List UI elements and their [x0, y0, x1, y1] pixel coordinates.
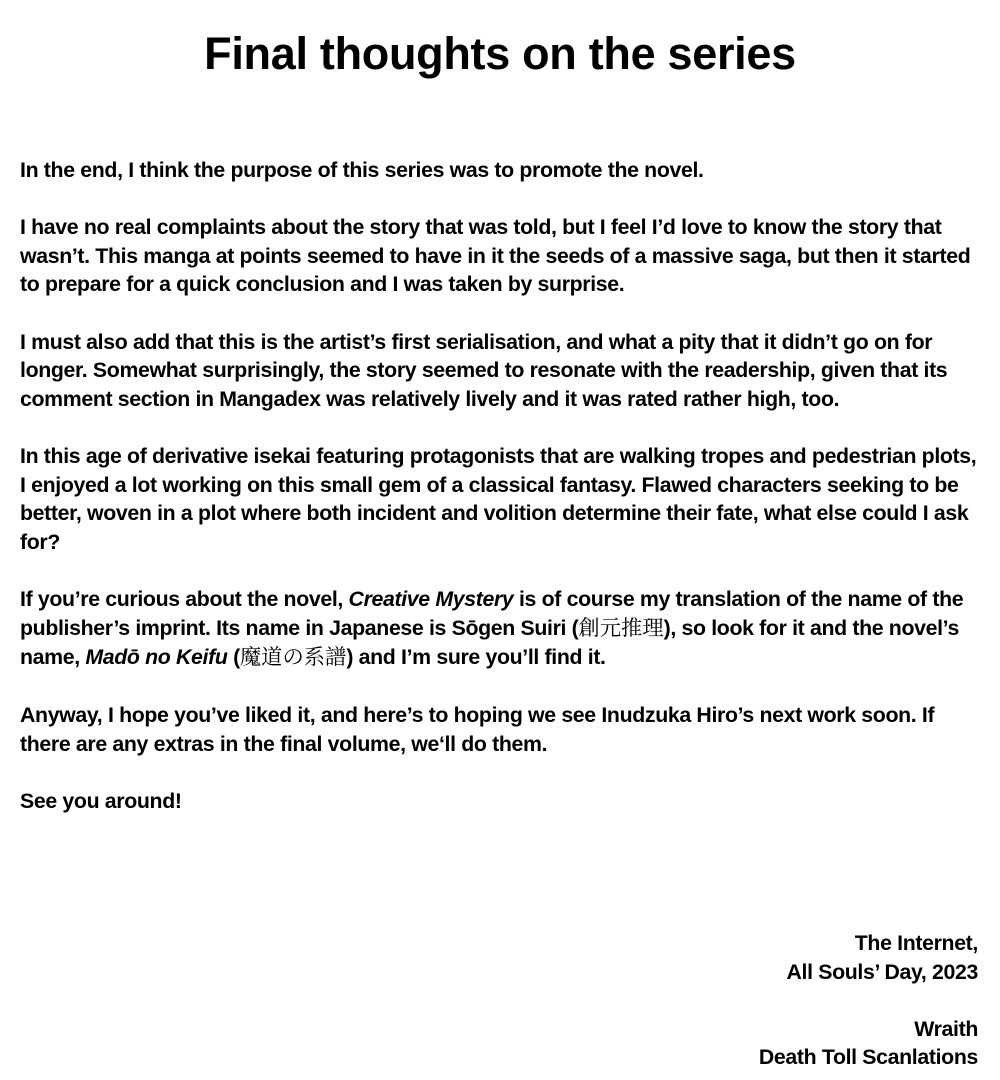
signature-block: [759, 929, 978, 1072]
novel-info-text-1: If you’re curious about the novel,: [20, 586, 349, 611]
novel-info-text-5: ) and I’m sure you’ll find it.: [346, 645, 606, 670]
novel-info-text-4: (: [227, 645, 240, 670]
signature-date: All Souls’ Day, 2023: [786, 959, 978, 984]
novel-japanese-title: 魔道の系譜: [239, 645, 347, 671]
paragraph-purpose: In the end, I think the purpose of this series was to promote the novel.: [20, 158, 704, 182]
paragraph-novel-info: [20, 585, 982, 673]
imprint-english-name: Creative Mystery: [348, 586, 514, 611]
signature-place: The Internet,: [854, 931, 978, 955]
paragraph-artist: I must also add that this is the artist’s first serialisation, and what a pity that it didn’t go on for longer. Somewhat surprisingly, the story seemed to resonate with the readership, given that its comment section in Mangadex was relatively lively and it was rated rather high, too.: [20, 329, 948, 411]
signature-author: Wraith: [914, 1016, 978, 1041]
afterword-body: [20, 156, 982, 844]
page-title: Final thoughts on the series: [204, 28, 796, 79]
paragraph-isekai: In this age of derivative isekai featuring protagonists that are walking tropes and pedestrian plots, I enjoyed a lot working on this small gem of a classical fantasy. Flawed characters seeking to be better, woven in a plot where both incident and volition determine their fate, what else could I ask for?: [20, 443, 977, 554]
novel-info-text-2: is of course my translation of the name of the publisher’s imprint. Its name in Japanese is Sōgen Suiri (: [20, 586, 964, 640]
paragraph-farewell: See you around!: [20, 789, 182, 814]
imprint-japanese-name: 創元推理: [578, 615, 664, 641]
signature-group: Death Toll Scanlations: [758, 1045, 978, 1070]
paragraph-complaints: I have no real complaints about the story that was told, but I feel I’d love to know the story that wasn’t. This manga at points seemed to have in it the seeds of a massive saga, but then it started to prepare for a quick conclusion and I was taken by surprise.: [20, 215, 971, 297]
signature-spacer: [759, 986, 978, 1015]
paragraph-hope: Anyway, I hope you’ve liked it, and here’s to hoping we see Inudzuka Hiro’s next work soon. If there are any extras in the final volume, we‘ll do them.: [20, 703, 935, 756]
novel-info-text-3: ), so look for it and the novel’s name,: [20, 615, 959, 670]
novel-romaji-title: Madō no Keifu: [85, 645, 228, 670]
